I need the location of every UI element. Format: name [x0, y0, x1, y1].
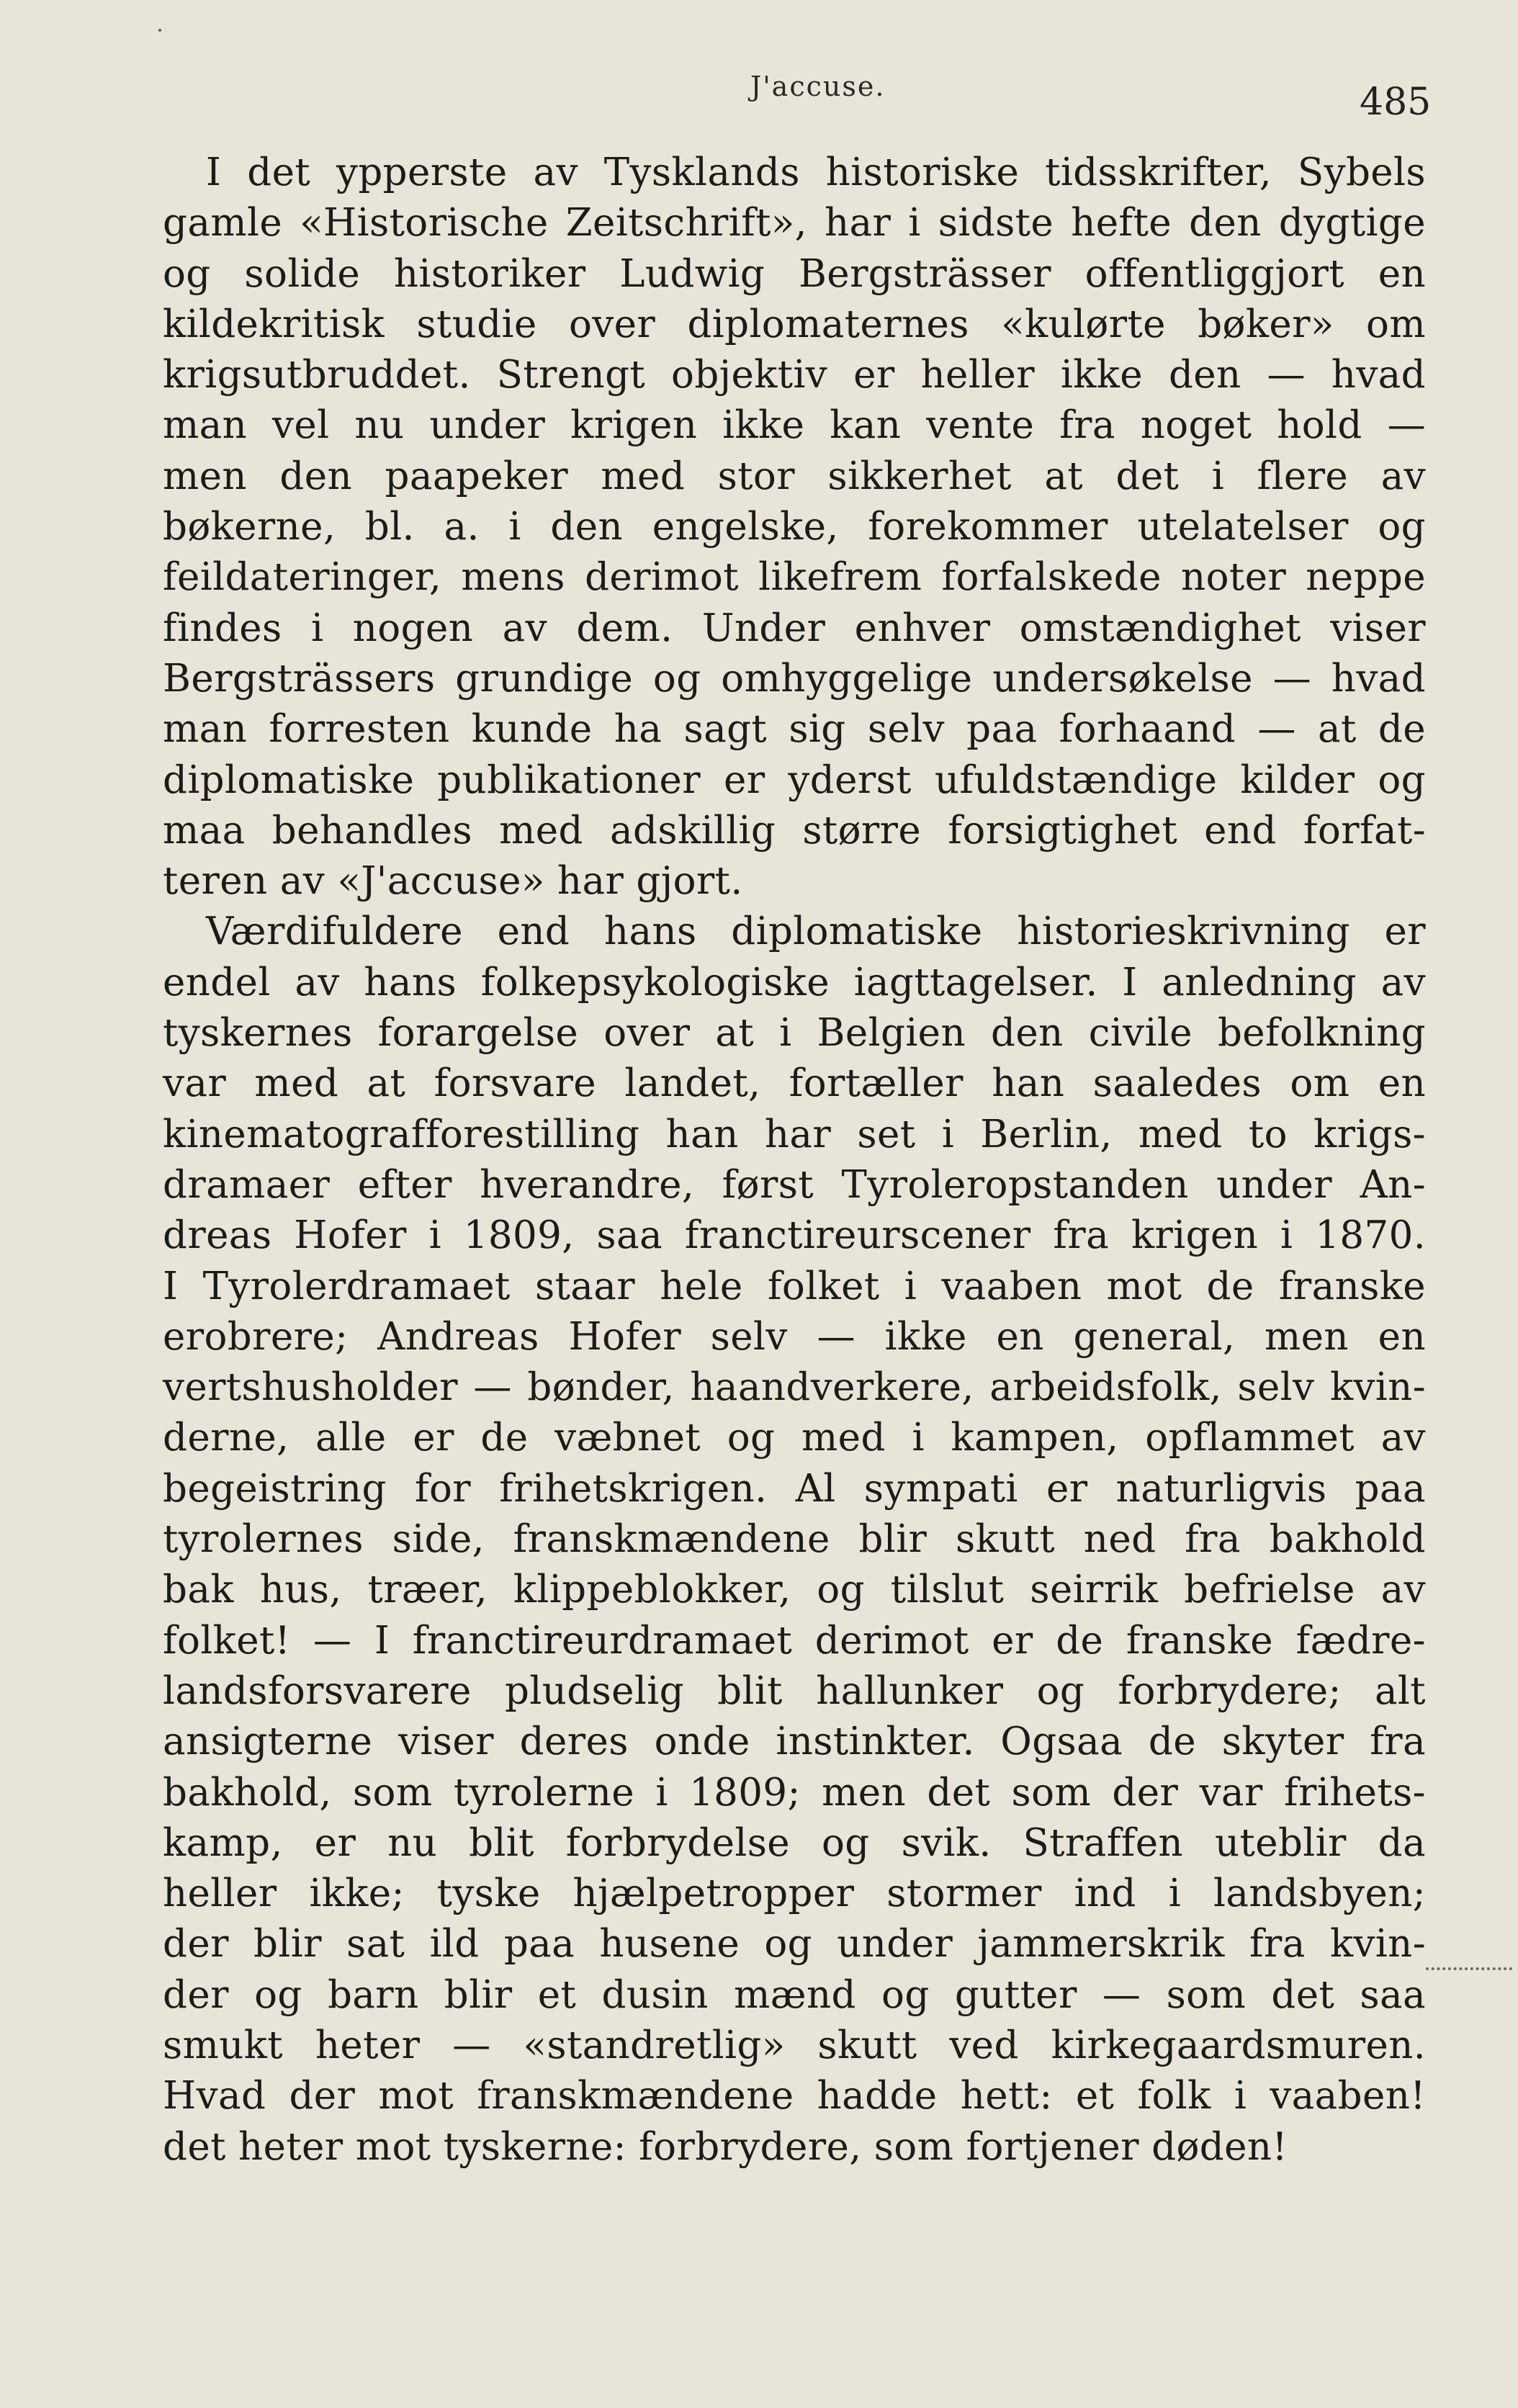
text-line: kamp, er nu blit forbrydelse og svik. Straffen uteblir da	[163, 1820, 1426, 1865]
text-line: der og barn blir et dusin mænd og gutter — som det saa	[163, 1972, 1426, 2017]
text-line: erobrere; Andreas Hofer selv — ikke en general, men en	[163, 1314, 1426, 1359]
text-line: endel av hans folkepsykologiske iagttagelser. I anledning av	[163, 960, 1426, 1005]
text-line: maa behandles med adskillig større forsigtighet end forfat-	[163, 808, 1426, 853]
text-line: var med at forsvare landet, fortæller han saaledes om en	[163, 1061, 1426, 1106]
text-line: tyrolernes side, franskmændene blir skutt ned fra bakhold	[163, 1517, 1426, 1562]
text-line: vertshusholder — bønder, haandverkere, arbeidsfolk, selv kvin-	[163, 1365, 1426, 1410]
text-line: teren av «J'accuse» har gjort.	[163, 859, 743, 904]
text-line: man forresten kunde ha sagt sig selv paa forhaand — at de	[163, 707, 1426, 752]
text-line: smukt heter — «standretlig» skutt ved kirkegaardsmuren.	[163, 2023, 1426, 2067]
text-line: dramaer efter hverandre, først Tyroleropstanden under An-	[163, 1162, 1426, 1207]
text-line: kinematografforestilling han har set i Berlin, med to krigs-	[163, 1112, 1426, 1156]
text-line: bakhold, som tyrolerne i 1809; men det som der var frihets-	[163, 1770, 1426, 1815]
running-title: J'accuse.	[750, 71, 886, 102]
text-line: landsforsvarere pludselig blit hallunker og forbrydere; alt	[163, 1668, 1426, 1713]
text-line: folket! — I franctireurdramaet derimot er de franske fædre-	[163, 1618, 1426, 1663]
text-line: Bergsträssers grundige og omhyggelige undersøkelse — hvad	[163, 656, 1426, 701]
text-line: tyskernes forargelse over at i Belgien den civile befolkning	[163, 1011, 1426, 1056]
text-line: heller ikke; tyske hjælpetropper stormer ind i landsbyen;	[163, 1872, 1426, 1916]
text-line: I Tyrolerdramaet staar hele folket i vaaben mot de franske	[163, 1264, 1426, 1308]
text-line: I det ypperste av Tysklands historiske tidsskrifter, Sybels	[206, 150, 1426, 194]
margin-dotted-rule	[1426, 1967, 1512, 1970]
body-text	[163, 148, 1426, 2173]
text-line: begeistring for frihetskrigen. Al sympati er naturligvis paa	[163, 1466, 1426, 1511]
paper-speck	[158, 29, 161, 32]
text-line: derne, alle er de væbnet og med i kampen, opflammet av	[163, 1416, 1426, 1460]
text-line: feildateringer, mens derimot likefrem forfalskede noter neppe	[163, 555, 1426, 600]
text-line: diplomatiske publikationer er yderst ufuldstændige kilder og	[163, 758, 1426, 802]
paragraph-1	[163, 148, 1426, 907]
text-line: findes i nogen av dem. Under enhver omstændighet viser	[163, 606, 1426, 650]
text-line: men den paapeker med stor sikkerhet at det i flere av	[163, 454, 1426, 498]
text-line: bak hus, træer, klippeblokker, og tilslut seirrik befrielse av	[163, 1568, 1426, 1612]
text-line: krigsutbruddet. Strengt objektiv er heller ikke den — hvad	[163, 353, 1426, 397]
text-line: Hvad der mot franskmændene hadde hett: et folk i vaaben!	[163, 2074, 1426, 2119]
text-line: og solide historiker Ludwig Bergsträsser offentliggjort en	[163, 251, 1426, 296]
text-line: dreas Hofer i 1809, saa franctireurscener fra krigen i 1870.	[163, 1213, 1426, 1258]
text-line: man vel nu under krigen ikke kan vente fra noget hold —	[163, 403, 1426, 448]
paragraph-2	[163, 907, 1426, 2172]
text-line: bøkerne, bl. a. i den engelske, forekommer utelatelser og	[163, 505, 1426, 549]
text-line: kildekritisk studie over diplomaternes «kulørte bøker» om	[163, 302, 1426, 346]
text-line: gamle «Historische Zeitschrift», har i sidste hefte den dygtige	[163, 201, 1426, 246]
page-number: 485	[1360, 81, 1432, 124]
text-line: ansigterne viser deres onde instinkter. Ogsaa de skyter fra	[163, 1720, 1426, 1764]
text-line: det heter mot tyskerne: forbrydere, som fortjener døden!	[163, 2124, 1288, 2169]
text-line: Værdifuldere end hans diplomatiske historieskrivning er	[206, 909, 1426, 954]
text-line: der blir sat ild paa husene og under jammerskrik fra kvin-	[163, 1922, 1426, 1967]
